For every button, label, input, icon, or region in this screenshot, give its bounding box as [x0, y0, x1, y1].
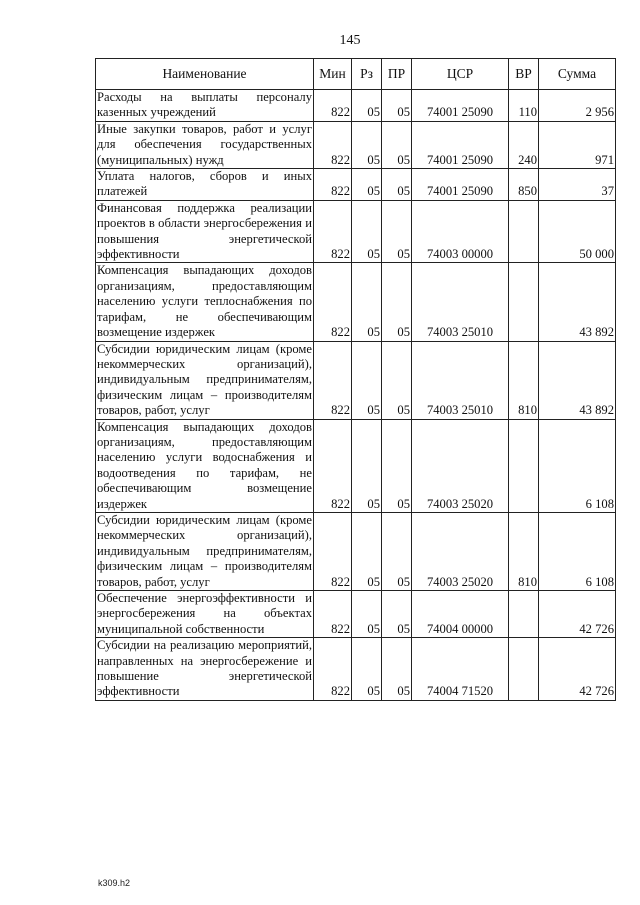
- cell-min: 822: [314, 263, 352, 341]
- cell-rz: 05: [352, 591, 382, 638]
- cell-name: Расходы на выплаты персоналу казенных учреждений: [97, 90, 312, 120]
- cell-rz: 05: [352, 419, 382, 512]
- header-vr: ВР: [509, 59, 539, 90]
- cell-vr: 240: [509, 121, 539, 168]
- cell-csr: 74004 71520: [412, 638, 509, 701]
- cell-sum: 50 000: [539, 200, 616, 263]
- cell-vr: [509, 638, 539, 701]
- cell-rz: 05: [352, 638, 382, 701]
- cell-csr: 74003 25010: [412, 263, 509, 341]
- cell-name: Компенсация выпадающих доходов организациям, предоставляющим населению услуги водоснабжения и водоотведения по тарифам, не обеспечивающим возмещение издержек: [97, 419, 312, 511]
- table-row: [96, 263, 616, 341]
- table-row: [96, 638, 616, 701]
- cell-vr: [509, 419, 539, 512]
- table-header-row: [96, 59, 616, 90]
- cell-pr: 05: [382, 512, 412, 590]
- cell-name: Компенсация выпадающих доходов организациям, предоставляющим населению услуги теплоснабжения по тарифам, не обеспечивающим возмещение издержек: [97, 263, 312, 340]
- table-body: [96, 90, 616, 701]
- cell-sum: 6 108: [539, 512, 616, 590]
- cell-vr: 810: [509, 512, 539, 590]
- table-row: [96, 90, 616, 122]
- cell-vr: [509, 591, 539, 638]
- cell-rz: 05: [352, 263, 382, 341]
- cell-sum: 43 892: [539, 341, 616, 419]
- table-row: [96, 419, 616, 512]
- cell-rz: 05: [352, 512, 382, 590]
- cell-csr: 74003 25010: [412, 341, 509, 419]
- cell-pr: 05: [382, 169, 412, 201]
- cell-pr: 05: [382, 90, 412, 122]
- cell-pr: 05: [382, 591, 412, 638]
- table-row: [96, 341, 616, 419]
- table-row: [96, 200, 616, 263]
- header-csr: ЦСР: [412, 59, 509, 90]
- cell-min: 822: [314, 90, 352, 122]
- cell-sum: 2 956: [539, 90, 616, 122]
- cell-sum: 37: [539, 169, 616, 201]
- cell-vr: 110: [509, 90, 539, 122]
- cell-csr: 74001 25090: [412, 121, 509, 168]
- header-name: Наименование: [96, 59, 314, 90]
- header-sum: Сумма: [539, 59, 616, 90]
- cell-rz: 05: [352, 121, 382, 168]
- header-min: Мин: [314, 59, 352, 90]
- cell-rz: 05: [352, 90, 382, 122]
- cell-sum: 6 108: [539, 419, 616, 512]
- cell-pr: 05: [382, 121, 412, 168]
- table-row: [96, 121, 616, 168]
- cell-name: Обеспечение энергоэффективности и энергосбережения на объектах муниципальной собственности: [97, 591, 312, 636]
- cell-min: 822: [314, 419, 352, 512]
- cell-sum: 971: [539, 121, 616, 168]
- cell-csr: 74004 00000: [412, 591, 509, 638]
- budget-table: [95, 58, 616, 701]
- cell-name: Субсидии юридическим лицам (кроме некоммерческих организаций), индивидуальным предпринимателям, физическим лицам – производителям товаров, работ, услуг: [97, 341, 312, 418]
- table-row: [96, 591, 616, 638]
- cell-min: 822: [314, 169, 352, 201]
- cell-vr: 810: [509, 341, 539, 419]
- cell-csr: 74003 25020: [412, 419, 509, 512]
- cell-name: Субсидии на реализацию мероприятий, направленных на энергосбережение и повышение энергетической эффективности: [97, 638, 312, 699]
- header-rz: Рз: [352, 59, 382, 90]
- cell-csr: 74003 25020: [412, 512, 509, 590]
- cell-sum: 42 726: [539, 591, 616, 638]
- cell-pr: 05: [382, 638, 412, 701]
- header-pr: ПР: [382, 59, 412, 90]
- cell-name: Уплата налогов, сборов и иных платежей: [97, 169, 312, 199]
- cell-csr: 74003 00000: [412, 200, 509, 263]
- cell-pr: 05: [382, 419, 412, 512]
- cell-sum: 42 726: [539, 638, 616, 701]
- table-row: [96, 169, 616, 201]
- cell-min: 822: [314, 591, 352, 638]
- table-row: [96, 512, 616, 590]
- cell-rz: 05: [352, 341, 382, 419]
- cell-min: 822: [314, 200, 352, 263]
- cell-pr: 05: [382, 263, 412, 341]
- cell-csr: 74001 25090: [412, 90, 509, 122]
- cell-pr: 05: [382, 341, 412, 419]
- footer-code: k309.h2: [98, 878, 131, 888]
- cell-name: Финансовая поддержка реализации проектов в области энергосбережения и повышения энергетической эффективности: [97, 200, 312, 262]
- cell-rz: 05: [352, 200, 382, 263]
- cell-sum: 43 892: [539, 263, 616, 341]
- cell-min: 822: [314, 638, 352, 701]
- cell-min: 822: [314, 341, 352, 419]
- cell-vr: [509, 200, 539, 263]
- cell-pr: 05: [382, 200, 412, 263]
- cell-vr: 850: [509, 169, 539, 201]
- cell-name: Субсидии юридическим лицам (кроме некоммерческих организаций), индивидуальным предпринимателям, физическим лицам – производителям товаров, работ, услуг: [97, 512, 312, 589]
- cell-vr: [509, 263, 539, 341]
- cell-min: 822: [314, 512, 352, 590]
- page-number: 145: [339, 33, 361, 48]
- cell-rz: 05: [352, 169, 382, 201]
- cell-name: Иные закупки товаров, работ и услуг для обеспечения государственных (муниципальных) нужд: [97, 121, 312, 167]
- cell-min: 822: [314, 121, 352, 168]
- cell-csr: 74001 25090: [412, 169, 509, 201]
